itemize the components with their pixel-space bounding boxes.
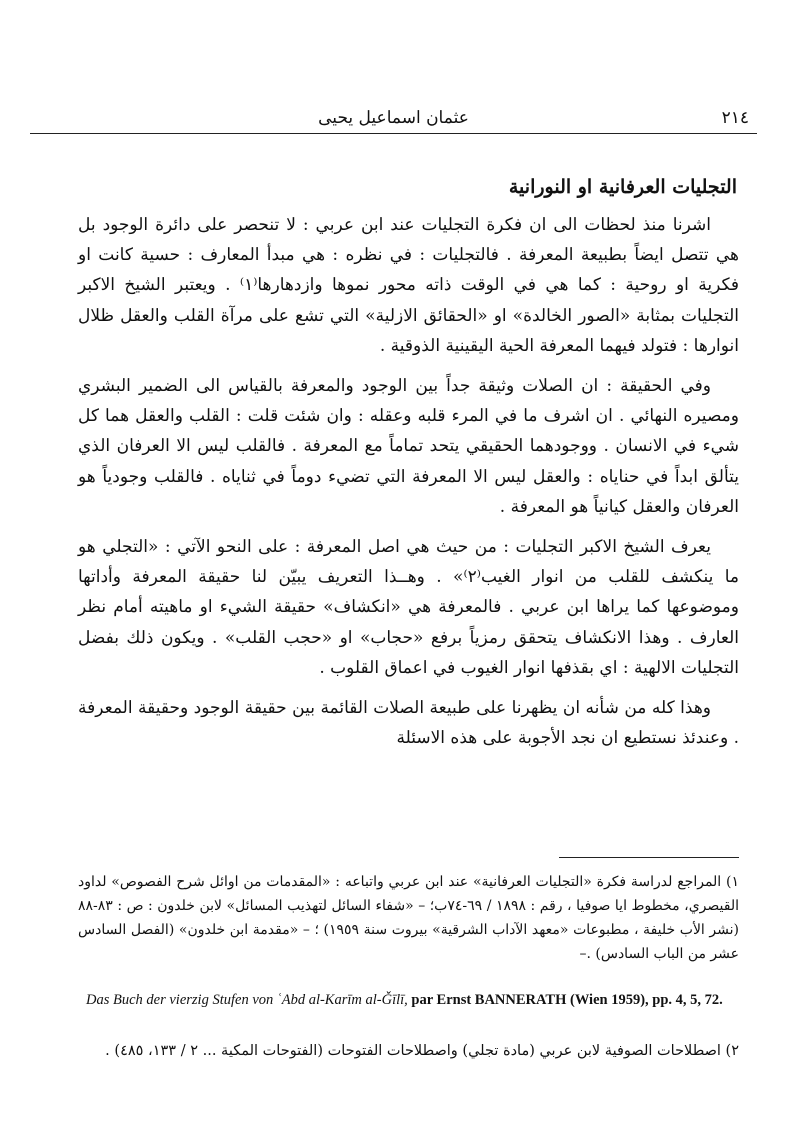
footnote-text: ١) المراجع لدراسة فكرة «التجليات العرفانية» عند ابن عربي واتباعه : «المقدمات من اوائل شرح الفصوص» لداود القيصري، مخطوط ايا صوفيا ، رقم : ١٨٩٨ / ٦٩-٧٤ب؛ – «شفاء السائل لتهذيب المسائل» لابن خلدون : ص : ٨٣-٨٨ (نشر الأب خليفة ، مطبوعات «معهد الآداب الشرقية» بيروت سنة ١٩٥٩) ؛ – «مقدمة ابن خلدون» (الفصل السادس عشر من الباب السادس) .–: [78, 874, 739, 962]
reference-details: par Ernst BANNERATH (Wien 1959), pp. 4, 5, 72.: [407, 992, 723, 1008]
body-text: [78, 210, 739, 763]
paragraph: اشرنا منذ لحظات الى ان فكرة التجليات عند ابن عربي : لا تنحصر على دائرة الوجود بل هي تتصل ايضاً بطبيعة المعرفة . فالتجليات : في نظره : هي مبدأ المعارف : حسية كانت او فكرية او روحية : كما هي في الوقت ذاته محور نموها وازدهارها⁽١⁾ . ويعتبر الشيخ الاكبر التجليات بمثابة «الصور الخالدة» او «الحقائق الازلية» التي تشع على مرآة القلب والعقل ظلال انوارها : فتولد فيهما المعرفة الحية اليقينية الذوقية .: [78, 215, 740, 356]
footnote-text: ٢) اصطلاحات الصوفية لابن عربي (مادة تجلي) واصطلاحات الفتوحات (الفتوحات المكية ... ٢ / ١٣٣، ٤٨٥) .: [105, 1043, 739, 1059]
running-head-author: عثمان اسماعيل يحيى: [318, 108, 469, 128]
header-rule: [30, 133, 757, 134]
paragraph: وهذا كله من شأنه ان يظهرنا على طبيعة الصلات القائمة بين حقيقة الوجود وحقيقة المعرفة . وعندئذ نستطيع ان نجد الأجوبة على هذه الاسئلة: [78, 698, 739, 749]
reference-title: Das Buch der vierzig Stufen von ʿAbd al-Karīm al-Ǧīlī,: [86, 992, 408, 1008]
footnote-1: [78, 870, 739, 966]
page-number: ٢١٤: [721, 108, 749, 128]
footnote-2: [78, 1038, 739, 1064]
footnote-1-latin-reference: [86, 988, 739, 1012]
paragraph: وفي الحقيقة : ان الصلات وثيقة جداً بين الوجود والمعرفة بالقياس الى الضمير البشري ومصيره النهائي . ان اشرف ما في المرء قلبه وعقله : وان شئت قلت : القلب والعقل هما كل شيء في الانسان . ووجودهما الحقيقي يتحد تماماً مع المعرفة . فالقلب ليس الا العرفان الذي يتألق ابداً في حناياه : والعقل ليس الا المعرفة التي تضيء دوماً في ثناياه . فالقلب وجودياً هو العرفان والعقل كيانياً هو المعرفة .: [78, 376, 739, 517]
running-header: [30, 98, 757, 134]
section-title: التجليات العرفانية او النورانية: [508, 176, 737, 198]
paragraph: يعرف الشيخ الاكبر التجليات : من حيث هي اصل المعرفة : على النحو الآتي : «التجلي هو ما ينكشف للقلب من انوار الغيب⁽٢⁾» . وهــذا التعريف يبيّن لنا حقيقة المعرفة وأداتها وموضوعها كما يراها ابن عربي . فالمعرفة هي «انكشاف» حقيقة الشيء او ماهيته أمام نظر العارف . وهذا الانكشاف يتحقق رمزياً برفع «حجاب» او «حجب القلب» . ويكون ذلك بفضل التجليات الالهية : اي بقذفها انوار الغيوب في اعماق القلوب .: [78, 537, 739, 678]
footnote-separator: [559, 857, 739, 858]
